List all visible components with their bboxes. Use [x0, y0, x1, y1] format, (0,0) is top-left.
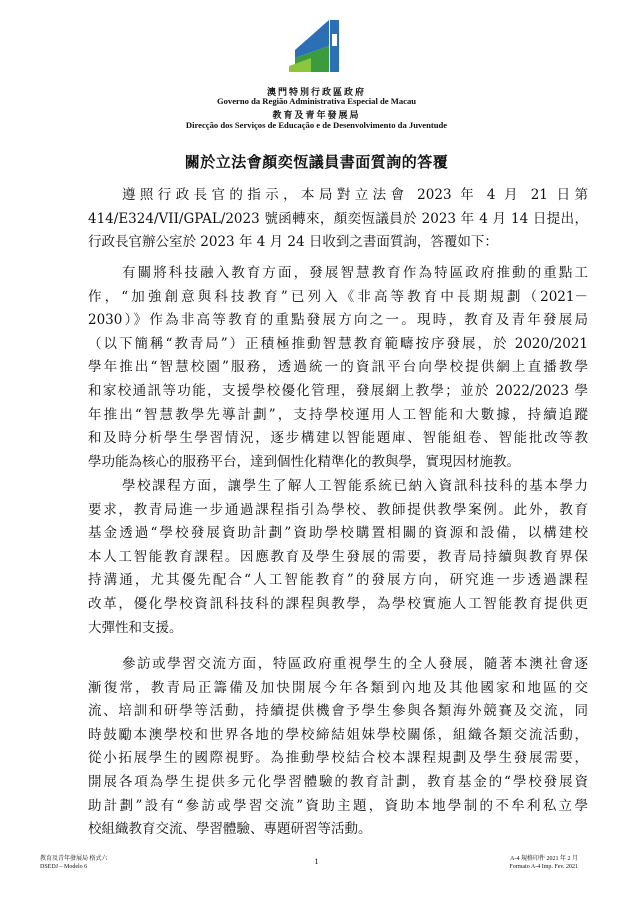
- paragraph-line: 和及時分析學生學習情況，逐步構建以智能題庫、智能組卷、智能批改等教: [88, 430, 588, 447]
- paragraph-line: 414/E324/VII/GPAL/2023 號函轉來，顏奕恆議員於 2023 年 4 月 14 日提出，: [88, 210, 588, 227]
- paragraph-line: 行政長官辦公室於 2023 年 4 月 24 日收到之書面質詢，答覆如下：: [88, 234, 498, 251]
- paragraph-line: 校組織教育交流、學習體驗、專題研習等活動。: [88, 821, 372, 838]
- paragraph-line: 助計劃”設有“參訪或學習交流”資助主題，資助本地學制的不牟利私立學: [88, 797, 588, 814]
- paragraph-line: 持溝通，尤其優先配合“人工智能教育”的發展方向，研究進一步透過課程: [88, 572, 588, 589]
- footer-form-code-portuguese: DSEDJ – Modelo 6: [40, 864, 88, 870]
- paragraph-line: 學校課程方面，讓學生了解人工智能系統已納入資訊科技科的基本學力: [122, 478, 588, 494]
- paragraph-intro: [88, 184, 588, 255]
- paragraph-line: 時鼓勵本澳學校和世界各地的學校締結姐妹學校關係，組織各類交流活動，: [88, 726, 588, 743]
- logo-side-mark: [332, 34, 337, 46]
- paragraph-line: 作，“加強創意與科技教育”已列入《非高等教育中長期規劃（2021－: [88, 288, 588, 305]
- paragraph-smart-education: [88, 262, 588, 474]
- paragraph-line: 遵照行政長官的指示，本局對立法會 2023 年 4 月 21 日第: [122, 187, 588, 203]
- footer-print-format: [508, 855, 578, 871]
- footer-print-format-chinese: A-4 規格印件 2021 年 2 月: [510, 856, 578, 862]
- paragraph-line: 大彈性和支援。: [88, 619, 183, 636]
- paragraph-line: 年推出“智慧教學先導計劃”，支持學校運用人工智能和大數據，持續追蹤: [88, 406, 588, 423]
- paragraph-line: 從小拓展學生的國際視野。為推動學校結合校本課程規劃及學生發展需要，: [88, 750, 588, 767]
- paragraph-line: 和家校通訊等功能，支援學校優化管理，發展網上教學；並於 2022/2023 學: [88, 382, 588, 399]
- document-title: 關於立法會顏奕恆議員書面質詢的答覆: [184, 153, 449, 171]
- dsedj-logo-icon: [289, 14, 345, 74]
- page-number: 1: [314, 857, 319, 866]
- paragraph-line: 基金透過“學校發展資助計劃”資助學校購置相關的資源和設備，以構建校: [88, 525, 588, 542]
- paragraph-line: 2030）》作為非高等教育的重點發展方向之一。現時，教育及青年發展局: [88, 312, 588, 329]
- paragraph-line: 開展各項為學生提供多元化學習體驗的教育計劃，教育基金的“學校發展資: [88, 773, 588, 790]
- government-name-chinese: 澳門特別行政區政府: [266, 88, 366, 98]
- paragraph-line: 參訪或學習交流方面，特區政府重視學生的全人發展，隨著本澳社會逐: [122, 656, 588, 672]
- department-name-chinese: 教育及青年發展局: [272, 111, 361, 121]
- paragraph-line: 本人工智能教育課程。因應教育及學生發展的需要，教青局持續與教育界保: [88, 548, 588, 565]
- paragraph-line: 學年推出“智慧校園”服務，透過統一的資訊平台向學校提供網上直播教學: [88, 359, 588, 376]
- paragraph-line: 學功能為核心的服務平台，達到個性化精準化的教與學，實現因材施教。: [88, 453, 520, 470]
- paragraph-curriculum: [88, 475, 588, 640]
- government-name-portuguese: Governo da Região Administrativa Especial de Macau: [216, 96, 417, 106]
- footer-form-code-chinese: 教育及青年發展局 格式六: [40, 856, 108, 862]
- paragraph-line: 漸復常，教青局正籌備及加快開展今年各類到內地及其他國家和地區的交: [88, 679, 588, 696]
- paragraph-line: 改革，優化學校資訊科技科的課程與教學，為學校實施人工智能教育提供更: [88, 595, 588, 612]
- department-name-portuguese: Direcção dos Serviços de Educação e de Desenvolvimento da Juventude: [185, 120, 448, 130]
- footer-print-format-portuguese: Formato A-4 Imp. Fev. 2021: [509, 864, 578, 870]
- paragraph-exchange: [88, 653, 588, 842]
- paragraph-line: 流、培訓和研學等活動，持續提供機會予學生參與各類海外競賽及交流，同: [88, 703, 588, 720]
- paragraph-line: 有關將科技融入教育方面，發展智慧教育作為特區政府推動的重點工: [122, 265, 588, 281]
- paragraph-line: 要求，教青局進一步通過課程指引為學校、教師提供教學案例。此外，教育: [88, 501, 588, 518]
- paragraph-line: （以下簡稱“教青局”）正積極推動智慧教育範疇按序發展，於 2020/2021: [88, 335, 588, 352]
